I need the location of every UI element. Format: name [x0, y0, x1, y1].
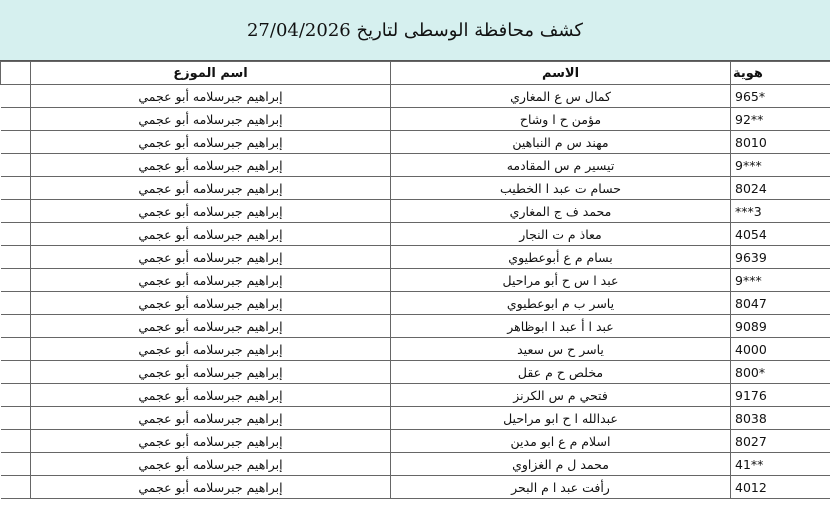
cell-distributor: إبراهيم جبرسلامه أبو عجمي — [31, 85, 391, 108]
cell-distributor: إبراهيم جبرسلامه أبو عجمي — [31, 292, 391, 315]
cell-blank — [1, 476, 31, 499]
cell-distributor: إبراهيم جبرسلامه أبو عجمي — [31, 131, 391, 154]
cell-name: مخلص ح م عقل — [391, 361, 731, 384]
cell-name: ياسر ب م ابوعطيوي — [391, 292, 731, 315]
cell-id: 92** — [731, 108, 830, 131]
cell-blank — [1, 200, 31, 223]
cell-distributor: إبراهيم جبرسلامه أبو عجمي — [31, 430, 391, 453]
cell-name: بسام م ع أبوعطيوي — [391, 246, 731, 269]
table-row — [1, 154, 830, 177]
cell-blank — [1, 223, 31, 246]
cell-blank — [1, 315, 31, 338]
cell-distributor: إبراهيم جبرسلامه أبو عجمي — [31, 108, 391, 131]
cell-id: 4000 — [731, 338, 830, 361]
cell-name: عبد ا أ عبد ا ابوظاهر — [391, 315, 731, 338]
cell-blank — [1, 177, 31, 200]
cell-name: مؤمن ح ا وشاح — [391, 108, 731, 131]
report-title-text: كشف محافظة الوسطى لتاريخ 27/04/2026 — [246, 19, 584, 41]
cell-id: 9*** — [731, 269, 830, 292]
cell-distributor: إبراهيم جبرسلامه أبو عجمي — [31, 384, 391, 407]
table-row — [1, 476, 830, 499]
cell-distributor: إبراهيم جبرسلامه أبو عجمي — [31, 361, 391, 384]
cell-name: مهند س م النباهين — [391, 131, 731, 154]
header-distributor: اسم الموزع — [31, 62, 391, 85]
cell-id: ***3 — [731, 200, 830, 223]
cell-id: 8047 — [731, 292, 830, 315]
cell-blank — [1, 338, 31, 361]
cell-name: معاذ م ت النجار — [391, 223, 731, 246]
cell-id: 8027 — [731, 430, 830, 453]
cell-name: تيسير م س المقادمه — [391, 154, 731, 177]
cell-blank — [1, 453, 31, 476]
table-row — [1, 384, 830, 407]
cell-id: 4054 — [731, 223, 830, 246]
cell-id: 8038 — [731, 407, 830, 430]
table-row — [1, 108, 830, 131]
cell-distributor: إبراهيم جبرسلامه أبو عجمي — [31, 200, 391, 223]
cell-blank — [1, 269, 31, 292]
table-row — [1, 246, 830, 269]
table-row — [1, 338, 830, 361]
cell-blank — [1, 384, 31, 407]
cell-blank — [1, 361, 31, 384]
cell-distributor: إبراهيم جبرسلامه أبو عجمي — [31, 338, 391, 361]
cell-id: 9176 — [731, 384, 830, 407]
cell-distributor: إبراهيم جبرسلامه أبو عجمي — [31, 246, 391, 269]
cell-blank — [1, 430, 31, 453]
table-row — [1, 407, 830, 430]
table-row — [1, 177, 830, 200]
report-title — [0, 0, 830, 61]
cell-name: اسلام م ع ابو مدين — [391, 430, 731, 453]
cell-name: عبدالله ا ح ابو مراحيل — [391, 407, 731, 430]
cell-id: 9*** — [731, 154, 830, 177]
header-blank — [1, 62, 31, 85]
table-row — [1, 453, 830, 476]
header-name: الاسم — [391, 62, 731, 85]
cell-blank — [1, 292, 31, 315]
cell-blank — [1, 131, 31, 154]
cell-name: حسام ت عبد ا الخطيب — [391, 177, 731, 200]
cell-distributor: إبراهيم جبرسلامه أبو عجمي — [31, 269, 391, 292]
cell-blank — [1, 108, 31, 131]
cell-id: 800* — [731, 361, 830, 384]
cell-distributor: إبراهيم جبرسلامه أبو عجمي — [31, 315, 391, 338]
cell-id: 41** — [731, 453, 830, 476]
cell-id: 9639 — [731, 246, 830, 269]
cell-distributor: إبراهيم جبرسلامه أبو عجمي — [31, 476, 391, 499]
cell-distributor: إبراهيم جبرسلامه أبو عجمي — [31, 453, 391, 476]
cell-blank — [1, 246, 31, 269]
table-row — [1, 131, 830, 154]
cell-distributor: إبراهيم جبرسلامه أبو عجمي — [31, 154, 391, 177]
cell-name: ياسر ح س سعيد — [391, 338, 731, 361]
cell-blank — [1, 407, 31, 430]
report-table-wrapper — [0, 61, 830, 499]
cell-id: 4012 — [731, 476, 830, 499]
table-row — [1, 85, 830, 108]
cell-name: رأفت عبد ا م البحر — [391, 476, 731, 499]
cell-blank — [1, 85, 31, 108]
table-body — [1, 85, 830, 499]
cell-id: 8010 — [731, 131, 830, 154]
table-row — [1, 315, 830, 338]
cell-distributor: إبراهيم جبرسلامه أبو عجمي — [31, 177, 391, 200]
cell-name: عبد ا س ح أبو مراحيل — [391, 269, 731, 292]
report-table — [0, 61, 830, 499]
cell-id: 965* — [731, 85, 830, 108]
cell-name: محمد ل م الغزاوي — [391, 453, 731, 476]
table-row — [1, 430, 830, 453]
cell-id: 9089 — [731, 315, 830, 338]
table-row — [1, 200, 830, 223]
cell-name: محمد ف ج المغاري — [391, 200, 731, 223]
header-id: هوية — [731, 62, 830, 85]
cell-blank — [1, 154, 31, 177]
cell-name: كمال س ع المغاري — [391, 85, 731, 108]
cell-id: 8024 — [731, 177, 830, 200]
table-row — [1, 361, 830, 384]
cell-distributor: إبراهيم جبرسلامه أبو عجمي — [31, 407, 391, 430]
header-row — [1, 62, 830, 85]
cell-distributor: إبراهيم جبرسلامه أبو عجمي — [31, 223, 391, 246]
table-row — [1, 292, 830, 315]
table-row — [1, 223, 830, 246]
cell-name: فتحي م س الكرنز — [391, 384, 731, 407]
table-row — [1, 269, 830, 292]
